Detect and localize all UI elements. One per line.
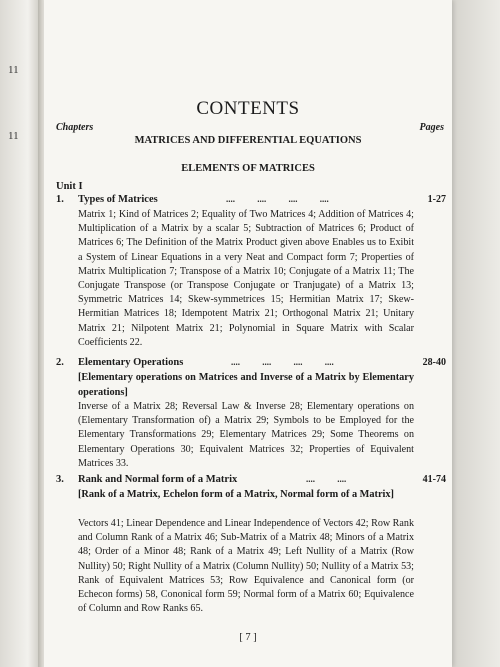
- entry-number: 3.: [56, 474, 64, 485]
- entry-subtitle: [Elementary operations on Matrices and Inverse of a Matrix by Elementary operations]: [78, 372, 414, 398]
- entry-title: Elementary Operations: [78, 357, 184, 368]
- entry-title: Types of Matrices: [78, 194, 158, 205]
- entry-pages: 28-40: [422, 357, 446, 368]
- unit-label: Unit I: [56, 181, 83, 192]
- entry-subtitle: [Rank of a Matrix, Echelon form of a Matrix, Normal form of a Matrix]: [78, 489, 394, 500]
- dot-leader: .... .... .... ....: [231, 357, 334, 367]
- entry-topics: Vectors 41; Linear Dependence and Linear Independence of Vectors 42; Row Rank and Column Rank of a Matrix 46; Sub-Matrix of a Matrix 48; Minors of a Matrix 48; Order of a Minor 48; Rank of a Matrix 49; Left Nullity of a Matrix (Row Nullity) 50; Right Nullity of a Matrix (Column Nullity) 50; Nullity of a Matrix 53; Rank of Equivalent Matrices 53; Row Equivalence and Canonical form (or Echecon forms) 58, Cononical form 59; Normal form of a Matrix 60; Equivalence of Column and Row Ranks 65.: [78, 518, 414, 615]
- next-page-edge: [452, 0, 500, 667]
- entry-pages: 41-74: [422, 474, 446, 485]
- entry-number: 2.: [56, 357, 64, 368]
- entry-topics: Inverse of a Matrix 28; Reversal Law & Inverse 28; Elementary operations on (Elementary Transformation of) a Matrix 29; Symbols to be Employed for the Elementary Transformations 29; Elementary Matrices 29; Some Theorems on Elementary Operations 30; Equivalent Matrices 32; Properties of Equivalent Matrices 33.: [78, 401, 414, 469]
- section-heading: MATRICES AND DIFFERENTIAL EQUATIONS: [134, 135, 362, 146]
- dot-leader: .... .... .... ....: [226, 194, 329, 204]
- chapters-column-label: Chapters: [56, 122, 94, 133]
- contents-page: [44, 0, 452, 667]
- page-folio: [ 7 ]: [239, 632, 257, 643]
- subsection-heading: ELEMENTS OF MATRICES: [181, 163, 315, 174]
- dot-leader: .... ....: [306, 474, 347, 484]
- facing-page-edge: [0, 0, 40, 667]
- facing-page-number: 11: [8, 130, 19, 142]
- pages-column-label: Pages: [419, 122, 444, 133]
- entry-title: Rank and Normal form of a Matrix: [78, 474, 238, 485]
- entry-topics: Matrix 1; Kind of Matrices 2; Equality of Two Matrices 4; Addition of Matrices 4; Multiplication of a Matrix by a scalar 5; Subtraction of Matrices 6; Product of Matrices 6; The Definition of the Matrix Product given above Enables us to Exibit a System of Linear Equations in a very Neat and Compact form 7; Properties of Matrix Multiplication 7; Transpose of a Matrix 10; Conjugate of a Matrix 11; The Conjugate Transpose (or Transpose Conjugate or Tranjugate) of a Matrix 13; Symmetric Matrices 14; Skew-symmetrices 15; Hermitian Matrix 17; Skew-Hermitian Matrices 18; Idempotent Matrix 21; Orthogonal Matrix 21; Unitary Matrix 21; Nilpotent Matrix 21; Polynomial in Square Matrix with Scalar Coefficients 22.: [78, 209, 414, 348]
- page-title: CONTENTS: [196, 98, 300, 119]
- entry-number: 1.: [56, 194, 64, 205]
- facing-page-number: 11: [8, 64, 19, 76]
- entry-pages: 1-27: [427, 194, 446, 205]
